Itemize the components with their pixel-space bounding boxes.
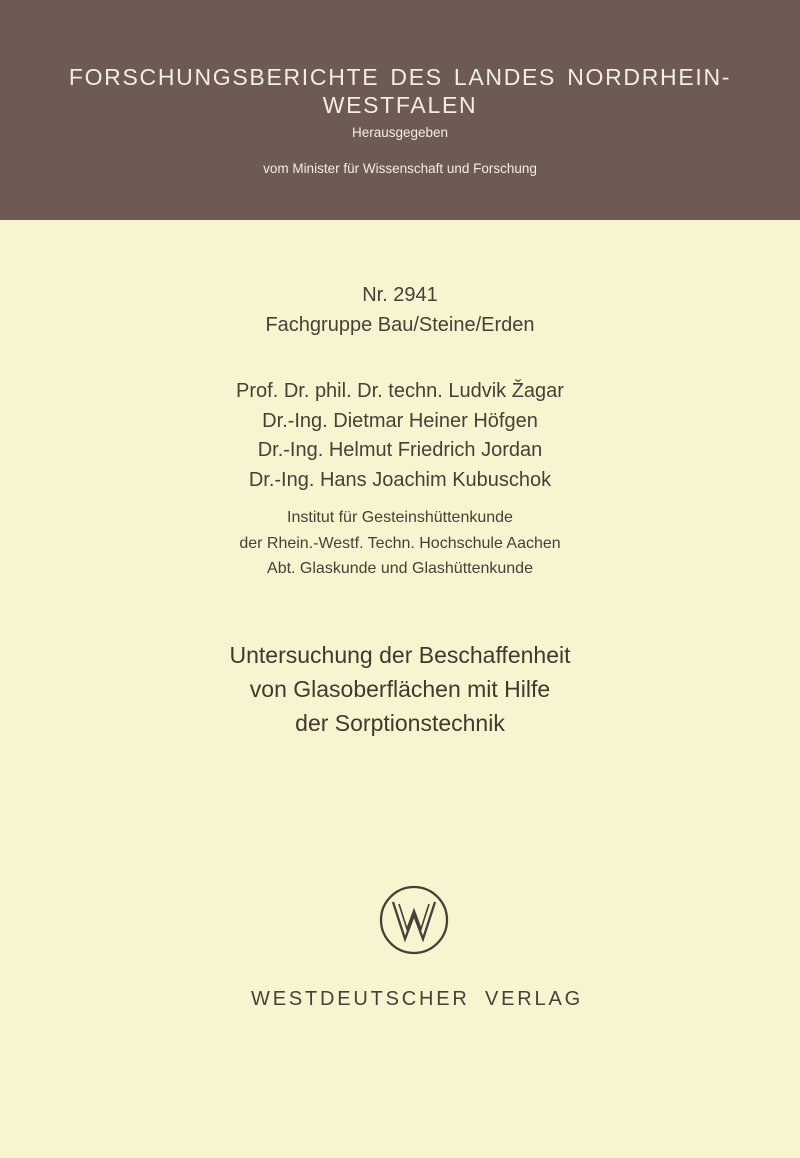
publisher-name: WESTDEUTSCHER VERLAG [251, 988, 583, 1010]
author-line: Dr.-Ing. Helmut Friedrich Jordan [257, 439, 543, 461]
editor-label: Herausgegeben [351, 125, 449, 140]
institution-line: Abt. Glaskunde und Glashüttenkunde [267, 560, 533, 577]
editor-name: vom Minister für Wissenschaft und Forschung [263, 161, 537, 176]
series-header-band [0, 0, 800, 220]
institution-line: Institut für Gesteinshüttenkunde [287, 509, 513, 526]
series-title: FORSCHUNGSBERICHTE DES LANDES NORDRHEIN-WESTFALEN [68, 64, 732, 118]
title-line: der Sorptionstechnik [295, 710, 505, 736]
authors-list [0, 377, 800, 495]
subject-group: Fachgruppe Bau/Steine/Erden [265, 314, 535, 336]
report-title [0, 638, 800, 740]
author-line: Prof. Dr. phil. Dr. techn. Ludvik Žagar [236, 380, 564, 402]
author-line: Dr.-Ing. Dietmar Heiner Höfgen [262, 409, 538, 432]
institution-block [0, 505, 800, 582]
publisher-logo-icon [376, 882, 452, 958]
author-line: Dr.-Ing. Hans Joachim Kubuschok [248, 468, 552, 491]
title-line: von Glasoberflächen mit Hilfe [249, 676, 551, 702]
institution-line: der Rhein.-Westf. Techn. Hochschule Aachen [239, 534, 561, 552]
title-line: Untersuchung der Beschaffenheit [229, 642, 571, 668]
issue-number: Nr. 2941 [362, 284, 438, 306]
